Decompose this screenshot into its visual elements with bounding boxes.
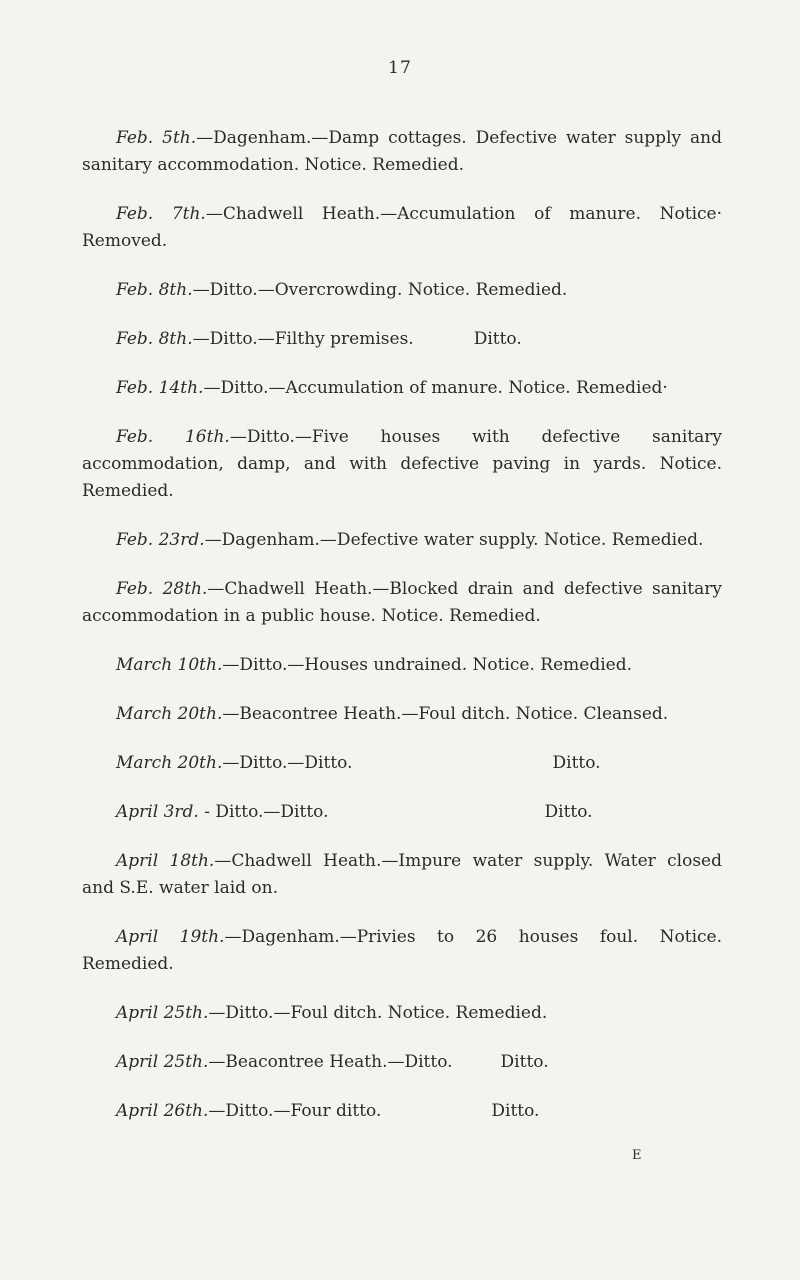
entry	[82, 201, 722, 255]
entry	[82, 527, 722, 554]
signature-mark: E	[632, 1148, 642, 1163]
entry-outcome: Ditto.	[500, 1052, 549, 1072]
entry-date: Feb. 8th.	[116, 329, 193, 349]
entry-date: April 26th.	[116, 1101, 209, 1121]
entry-date: April 18th.	[116, 851, 215, 871]
entry	[82, 1049, 722, 1076]
entry-text: —Dagenham.—Privies to 26 houses foul. Notice. Remedied.	[82, 927, 722, 974]
entry	[82, 375, 722, 402]
entry-text: —Beacontree Heath.—Foul ditch. Notice. Cleansed.	[222, 704, 669, 724]
entry	[82, 326, 722, 353]
entry-date: Feb. 7th.	[116, 204, 206, 224]
page-number: 17	[388, 58, 412, 78]
entry	[82, 652, 722, 679]
entry-text: —Chadwell Heath.—Impure water supply. Water closed and S.E. water laid on.	[82, 851, 722, 898]
entry-text: —Ditto.—Filthy premises.	[192, 329, 414, 349]
entry	[82, 924, 722, 978]
entries-list	[82, 108, 722, 1147]
entry-date: Feb. 8th.	[116, 280, 193, 300]
entry	[82, 1098, 722, 1125]
entry-outcome: Ditto.	[473, 329, 522, 349]
entry	[82, 799, 722, 826]
entry-outcome: Ditto.	[491, 1101, 540, 1121]
entry	[82, 750, 722, 777]
entry-text: —Ditto.—Houses undrained. Notice. Remedied.	[222, 655, 633, 675]
entry-text: —Ditto.—Four ditto.	[208, 1101, 382, 1121]
entry-date: Feb. 23rd.	[116, 530, 205, 550]
entry-date: Feb. 5th.	[116, 128, 197, 148]
entry-text: —Dagenham.—Damp cottages. Defective water supply and sanitary accommodation. Notice. Remedied.	[82, 128, 722, 175]
entry	[82, 424, 722, 505]
entry-date: March 10th.	[116, 655, 223, 675]
entry	[82, 701, 722, 728]
entry	[82, 576, 722, 630]
entry	[82, 277, 722, 304]
entry-text: —Ditto.—Five houses with defective sanitary accommodation, damp, and with defective paving in yards. Notice. Remedied.	[82, 427, 722, 501]
entry-text: —Dagenham.—Defective water supply. Notice. Remedied.	[204, 530, 704, 550]
entry-text: —Chadwell Heath.—Accumulation of manure. Notice· Removed.	[82, 204, 722, 251]
entry-text: - Ditto.—Ditto.	[198, 802, 329, 822]
entry-text: —Ditto.—Ditto.	[222, 753, 353, 773]
entry	[82, 125, 722, 179]
entry-text: —Ditto.—Overcrowding. Notice. Remedied.	[192, 280, 568, 300]
entry-date: Feb. 28th.	[116, 579, 208, 599]
entry-date: March 20th.	[116, 753, 223, 773]
entry-date: April 3rd.	[116, 802, 199, 822]
entry-outcome: Ditto.	[552, 753, 601, 773]
entry-date: April 19th.	[116, 927, 225, 947]
entry-text: —Chadwell Heath.—Blocked drain and defective sanitary accommodation in a public house. Notice. Remedied.	[82, 579, 722, 626]
entry-text: —Beacontree Heath.—Ditto.	[208, 1052, 453, 1072]
entry	[82, 848, 722, 902]
entry-date: April 25th.	[116, 1003, 209, 1023]
entry	[82, 1000, 722, 1027]
entry-date: March 20th.	[116, 704, 223, 724]
entry-date: April 25th.	[116, 1052, 209, 1072]
entry-date: Feb. 16th.	[116, 427, 230, 447]
entry-date: Feb. 14th.	[116, 378, 204, 398]
entry-outcome: Ditto.	[544, 802, 593, 822]
entry-text: —Ditto.—Accumulation of manure. Notice. Remedied·	[203, 378, 668, 398]
entry-text: —Ditto.—Foul ditch. Notice. Remedied.	[208, 1003, 548, 1023]
